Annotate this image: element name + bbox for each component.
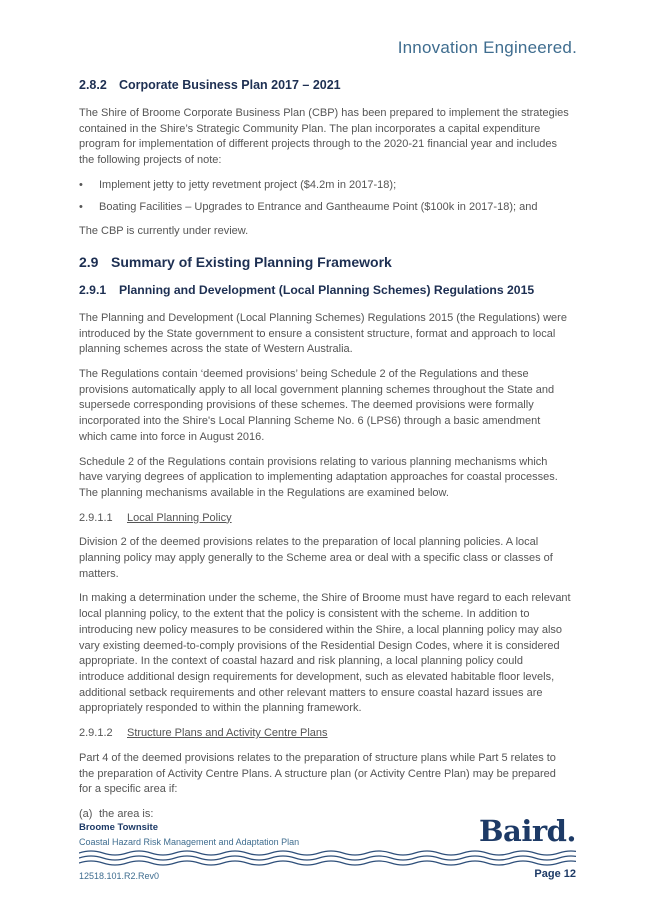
heading-2-8-2	[79, 78, 571, 92]
paragraph: The Shire of Broome Corporate Business Plan (CBP) has been prepared to implement the strategies contained in the Shire’s Strategic Community Plan. The plan incorporates a capital expenditure program for implementation of different projects through to the 2020-21 financial year and includes the following projects of note:	[79, 107, 569, 167]
list-item	[79, 200, 571, 216]
heading-number: 2.9.1	[79, 282, 107, 297]
footer-title: Broome Townsite	[79, 822, 158, 833]
heading-number: 2.9.1.2	[79, 727, 113, 740]
bullet-list	[79, 178, 571, 215]
paragraph: The Regulations contain ‘deemed provisions’ being Schedule 2 of the Regulations and these provisions automatically apply to all local government planning schemes throughout the State and supersede corresponding provisions of these schemes. The deemed provisions were formally incorporated into the Shire's Local Planning Scheme No. 6 (LPS6) through a basic amendment which came into force in August 2016.	[79, 368, 555, 443]
bullet-icon: •	[79, 200, 83, 213]
enum-label: (a)	[79, 807, 93, 820]
document-id: 12518.101.R2.Rev0	[79, 871, 160, 881]
heading-2-9-1-2	[79, 726, 571, 742]
paragraph: Part 4 of the deemed provisions relates to the preparation of structure plans while Part 5 relates to the preparation of Activity Centre Plans. A structure plan (or Activity Centre Plan) may be prepared for a specific area if:	[79, 751, 556, 796]
list-item-text: Boating Facilities – Upgrades to Entrance and Gantheaume Point ($100k in 2017-18); and	[99, 200, 538, 213]
paragraph: Division 2 of the deemed provisions relates to the preparation of local planning policies. A local planning policy may apply generally to the Scheme area or deal with a specific class or classes of matters.	[79, 536, 553, 580]
heading-title: Structure Plans and Activity Centre Plans	[127, 727, 328, 740]
heading-number: 2.9.1.1	[79, 511, 113, 524]
footer-subtitle: Coastal Hazard Risk Management and Adaptation Plan	[79, 837, 300, 847]
page-number: Page 12	[534, 868, 576, 880]
list-item-text: Implement jetty to jetty revetment project ($4.2m in 2017-18);	[99, 178, 397, 191]
list-item	[79, 178, 571, 194]
page-footer	[79, 814, 576, 848]
paragraph: Schedule 2 of the Regulations contain provisions relating to various planning mechanisms which have varying degrees of application to implementing adaptation approaches for coastal processes. The planning mechanisms available in the Regulations are examined below.	[79, 455, 558, 499]
footer-wave-divider	[79, 848, 576, 870]
heading-2-9-1	[79, 283, 571, 297]
header-tagline: Innovation Engineered.	[397, 38, 577, 57]
heading-2-9	[79, 254, 571, 270]
heading-title: Planning and Development (Local Planning Schemes) Regulations 2015	[119, 282, 535, 297]
baird-logo: Baird.	[479, 814, 576, 848]
document-body	[79, 78, 571, 832]
paragraph: The Planning and Development (Local Planning Schemes) Regulations 2015 (the Regulations) were introduced by the State government to ensure a consistent structure, format and approach to local planning schemes across the state of Western Australia.	[79, 311, 567, 356]
heading-title: Corporate Business Plan 2017 – 2021	[119, 78, 341, 92]
paragraph: The CBP is currently under review.	[79, 225, 249, 238]
bullet-icon: •	[79, 178, 83, 191]
heading-2-9-1-1	[79, 511, 571, 527]
heading-number: 2.8.2	[79, 78, 107, 92]
heading-title: Summary of Existing Planning Framework	[111, 253, 392, 270]
enum-text: the area is:	[99, 807, 154, 820]
heading-title: Local Planning Policy	[127, 511, 232, 524]
paragraph: In making a determination under the scheme, the Shire of Broome must have regard to each relevant local planning policy, to the extent that the policy is consistent with the scheme. In addition to introducing new policy measures to be considered within the Shire, a local planning policy may also vary existing deemed-to-comply provisions of the Residential Design Codes, where it is considered appropriate. In the context of coastal hazard and risk planning, a local planning policy could introduce additional design requirements for development, such as elevated habitable floor levels, additional setback requirements and other relevant matters to ensure coastal hazard issues are appropriately responded to within the planning framework.	[79, 592, 571, 715]
heading-number: 2.9	[79, 253, 99, 270]
